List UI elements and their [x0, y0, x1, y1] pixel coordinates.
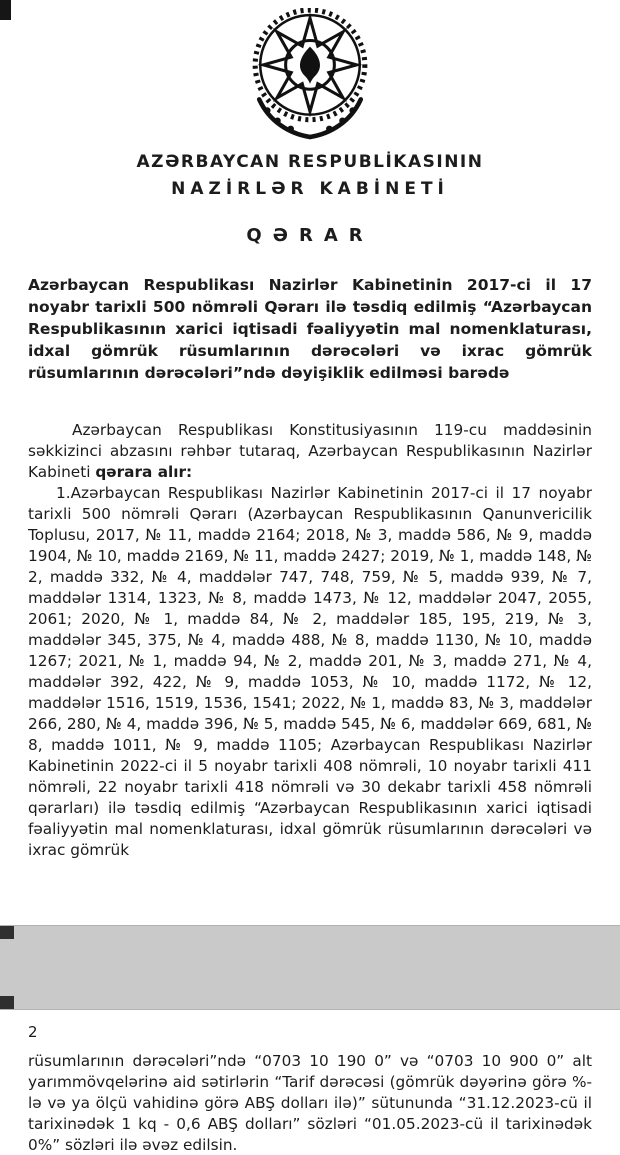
viewer-edge-artifact — [0, 0, 11, 20]
document-page-2 — [0, 1010, 620, 1155]
preamble-text: Azərbaycan Respublikası Konstitusiyasının 119-cu maddəsinin səkkizinci abzasını rəhbər tutaraq, Azərbaycan Respublikasının Nazirlər Kabineti — [28, 421, 592, 481]
viewer-edge-artifact — [0, 926, 14, 939]
decree-title: Azərbaycan Respublikası Nazirlər Kabinetinin 2017-ci il 17 noyabr tarixli 500 nömrəli Qərarı ilə təsdiq edilmiş “Azərbaycan Respublikasının xarici iqtisadi fəaliyyətin mal nomenklaturası, idxal gömrük rüsumlarının dərəcələri və ixrac gömrük rüsumlarının dərəcələri”ndə dəyişiklik edilməsi barədə — [28, 276, 592, 382]
page2-content — [0, 1010, 620, 1155]
paragraph-continuation: rüsumlarının dərəcələri”ndə “0703 10 190 0” və “0703 10 900 0” alt yarımmövqelərinə aid sətirlərin “Tarif dərəcəsi (gömrük dəyərinə görə %-lə və ya ölçü vahidinə görə ABŞ dolları ilə)” sütununda “31.12.2023-cü il tarixinədək 1 kq - 0,6 ABŞ dolları” sözləri “01.05.2023-cü il tarixinədək 0%” sözləri ilə əvəz edilsin. — [28, 1052, 592, 1154]
organization-name-line1: AZƏRBAYCAN RESPUBLİKASININ — [136, 152, 484, 172]
document-type-heading: QƏRAR — [246, 225, 374, 246]
azerbaijan-emblem-icon — [249, 8, 371, 140]
state-emblem-icon — [0, 0, 620, 140]
paragraph-item-1: 1.Azərbaycan Respublikası Nazirlər Kabinetinin 2017-ci il 17 noyabr tarixli 500 nömrəli Qərarı (Azərbaycan Respublikasının Qanunvericilik Toplusu, 2017, № 11, maddə 2164; 2018, № 3, maddə 586, № 9, maddə 1904, № 10, maddə 2169, № 11, maddə 2427; 2019, № 1, maddə 148, № 2, maddə 332, № 4, maddələr 747, 748, 759, № 5, maddə 939, № 7, maddələr 1314, 1323, № 8, maddə 1473, № 12, maddələr 2047, 2055, 2061; 2020, № 1, maddə 84, № 2, maddələr 185, 195, 219, № 3, maddələr 345, 375, № 4, maddə 488, № 8, maddə 1130, № 10, maddə 1267; 2021, № 1, maddə 94, № 2, maddə 201, № 3, maddə 271, № 4, maddələr 392, 422, № 9, maddə 1053, № 10, maddə 1172, № 12, maddələr 1516, 1519, 1536, 1541; 2022, № 1, maddə 83, № 3, maddələr 266, 280, № 4, maddə 396, № 5, maddə 545, № 6, maddələr 669, 681, № 8, maddə 1011, № 9, maddə 1105; Azərbaycan Respublikası Nazirlər Kabinetinin 2022-ci il 5 noyabr tarixli 408 nömrəli, 10 noyabr tarixli 411 nömrəli, 22 noyabr tarixli 418 nömrəli və 30 dekabr tarixli 458 nömrəli qərarları) ilə təsdiq edilmiş “Azərbaycan Respublikasının xarici iqtisadi fəaliyyətin mal nomenklaturası, idxal gömrük rüsumlarının dərəcələri və ixrac gömrük — [28, 484, 592, 859]
page1-content — [0, 274, 620, 861]
paragraph-preamble — [28, 420, 592, 483]
viewer-edge-artifact — [0, 996, 14, 1009]
organization-name-line2: NAZİRLƏR KABİNETİ — [171, 179, 449, 199]
page-number: 2 — [28, 1023, 38, 1041]
preamble-bold-phrase: qərara alır: — [95, 463, 193, 481]
page-gap — [0, 925, 620, 1010]
